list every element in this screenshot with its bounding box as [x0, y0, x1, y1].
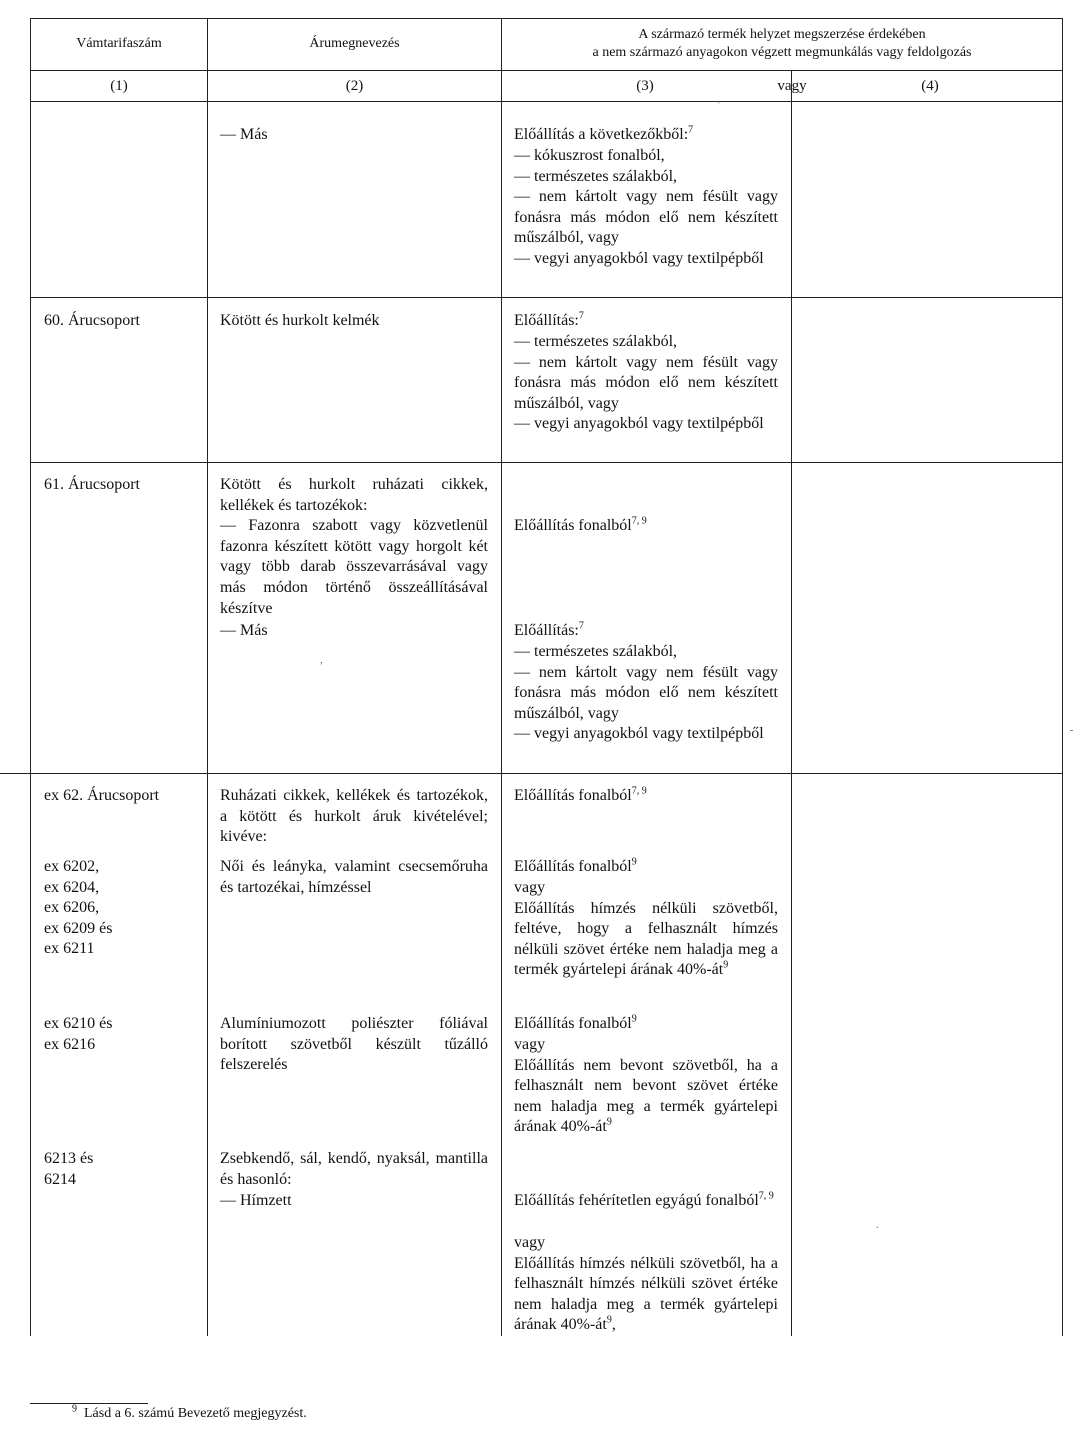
- table-border-top: [30, 18, 1063, 19]
- row5-processing-body: [514, 878, 778, 981]
- row5-tariff-number: ex 6202, ex 6204, ex 6206, ex 6209 és ex 6211: [44, 858, 113, 958]
- column-number-2: (2): [345, 78, 364, 94]
- row-divider-2: [30, 462, 1063, 463]
- row1-description: — Más: [220, 126, 268, 143]
- table-divider-col3: [791, 70, 792, 1336]
- row4-description: Ruházati cikkek, kellékek és tartozékok, a kötött és hurkolt áruk kivételével; kivéve:: [220, 787, 488, 846]
- table-divider-col2: [501, 18, 502, 1336]
- row5-processing-head-text: Előállítás fonalból: [514, 858, 632, 875]
- table-border-right: [1062, 18, 1063, 1336]
- row6-processing-head-text: Előállítás fonalból: [514, 1015, 632, 1032]
- row1-processing-body: — kókuszrost fonalból, — természetes szálakból, — nem kártolt vagy nem fésült vagy fonásra más módon elő nem készített műszálból, vagy — vegyi anyagokból vagy textilpépből: [514, 147, 778, 267]
- row3-processing-b-head: [514, 621, 778, 642]
- row7-processing-body-text: vagy Előállítás hímzés nélküli szövetből, ha a felhasznált hímzés nélküli szövet értéke nem haladja meg a termék gyártelepi árának 40%-át: [514, 1234, 778, 1334]
- row7-description-b: — Hímzett: [220, 1192, 292, 1209]
- row4-processing: [514, 786, 778, 807]
- row5-processing-head: [514, 857, 778, 878]
- scan-speck: ': [718, 100, 720, 111]
- row2-description: Kötött és hurkolt kelmék: [220, 312, 380, 329]
- row5-processing-body-text: vagy Előállítás hímzés nélküli szövetből, feltéve, hogy a felhasznált hímzés nélküli szövet értéke nem haladja meg a termék gyártelepi árának 40%-át: [514, 879, 778, 979]
- number-row-divider: [30, 101, 1063, 102]
- row7-processing-body: [514, 1233, 778, 1336]
- row-divider-3: [0, 773, 1063, 774]
- row3-processing-b-head-text: Előállítás:: [514, 622, 579, 639]
- footnote-ref: 9: [631, 856, 637, 868]
- row6-tariff-number: ex 6210 és ex 6216: [44, 1015, 113, 1053]
- footnote-ref: 9: [606, 1315, 612, 1327]
- or-label: vagy: [777, 78, 807, 94]
- row6-description: Alumíniumozott poliészter fóliával borított szövetből készült tűzálló felszerelés: [220, 1015, 488, 1074]
- footnote-ref: 7, 9: [631, 785, 647, 797]
- row7-processing-head-text: Előállítás fehérítetlen egyágú fonalból: [514, 1192, 759, 1209]
- footnote-rule: [30, 1403, 148, 1404]
- row3-description-b: — Más: [220, 622, 268, 639]
- column-number-4: (4): [921, 78, 939, 94]
- header-processing: [502, 26, 1062, 62]
- footnote-ref: 9: [631, 1013, 637, 1025]
- row1-processing-head: [514, 125, 778, 146]
- scan-speck: .: [876, 1220, 879, 1231]
- table-divider-col1: [207, 18, 208, 1336]
- footnote-ref: 7, 9: [631, 515, 647, 527]
- footnote-ref: 9: [723, 960, 729, 972]
- header-tariff-number: Vámtarifaszám: [76, 36, 162, 51]
- row1-processing-head-text: Előállítás a következőkből:: [514, 126, 689, 143]
- scan-speck: -: [1070, 725, 1074, 736]
- row2-processing-body: — természetes szálakból, — nem kártolt vagy nem fésült vagy fonásra más módon elő nem készített műszálból, vagy — vegyi anyagokból vagy textilpépből: [514, 333, 778, 433]
- row7-tariff-number: 6213 és 6214: [44, 1150, 94, 1188]
- footnote: [72, 1403, 307, 1422]
- column-number-1: (1): [110, 78, 128, 94]
- table-border-left: [30, 18, 31, 1336]
- scan-speck: ,: [320, 655, 323, 666]
- footnote-ref: 7: [688, 124, 694, 136]
- header-divider: [30, 70, 1063, 71]
- column-number-3: (3): [636, 78, 654, 94]
- footnote-ref: 7: [578, 310, 584, 322]
- header-processing-line1: A származó termék helyzet megszerzése érdekében: [638, 27, 926, 42]
- footnote-text: Lásd a 6. számú Bevezető megjegyzést.: [84, 1406, 307, 1421]
- row2-tariff-number: 60. Árucsoport: [44, 312, 140, 329]
- row4-processing-text: Előállítás fonalból: [514, 787, 632, 804]
- row2-processing-head: [514, 311, 778, 332]
- footnote-number: 9: [72, 1403, 77, 1415]
- row3-processing-a-text: Előállítás fonalból: [514, 517, 632, 534]
- row3-description-a: Kötött és hurkolt ruházati cikkek, kellékek és tartozékok: — Fazonra szabott vagy közvetlenül fazonra készített kötött vagy horgolt két vagy több darab összevarrásával vagy más módon történő összeállításával készítve: [220, 476, 488, 617]
- header-processing-line2: a nem származó anyagokon végzett megmunkálás vagy feldolgozás: [592, 45, 972, 60]
- row3-processing-a: [514, 516, 778, 537]
- row3-processing-b-body: — természetes szálakból, — nem kártolt vagy nem fésült vagy fonásra más módon elő nem készített műszálból, vagy — vegyi anyagokból vagy textilpépből: [514, 643, 778, 743]
- row5-description: Női és leányka, valamint csecsemőruha és tartozékai, hímzéssel: [220, 858, 488, 896]
- row2-processing-head-text: Előállítás:: [514, 312, 579, 329]
- row3-tariff-number: 61. Árucsoport: [44, 476, 140, 493]
- footnote-ref: 7: [578, 620, 584, 632]
- row4-tariff-number: ex 62. Árucsoport: [44, 787, 160, 804]
- row6-processing-body: [514, 1035, 778, 1138]
- row-divider-1: [30, 297, 1063, 298]
- header-goods-description: Árumegnevezés: [309, 36, 400, 51]
- row7-processing-head: [514, 1191, 778, 1212]
- row7-description-a: Zsebkendő, sál, kendő, nyaksál, mantilla és hasonló:: [220, 1150, 488, 1188]
- footnote-ref: 7, 9: [758, 1190, 774, 1202]
- row6-processing-head: [514, 1014, 778, 1035]
- row7-processing-tail: ,: [611, 1316, 616, 1334]
- footnote-ref: 9: [606, 1117, 612, 1129]
- row6-processing-body-text: vagy Előállítás nem bevont szövetből, ha a felhasznált nem bevont szövet értéke nem haladja meg a termék gyártelepi árának 40%-át: [514, 1036, 778, 1136]
